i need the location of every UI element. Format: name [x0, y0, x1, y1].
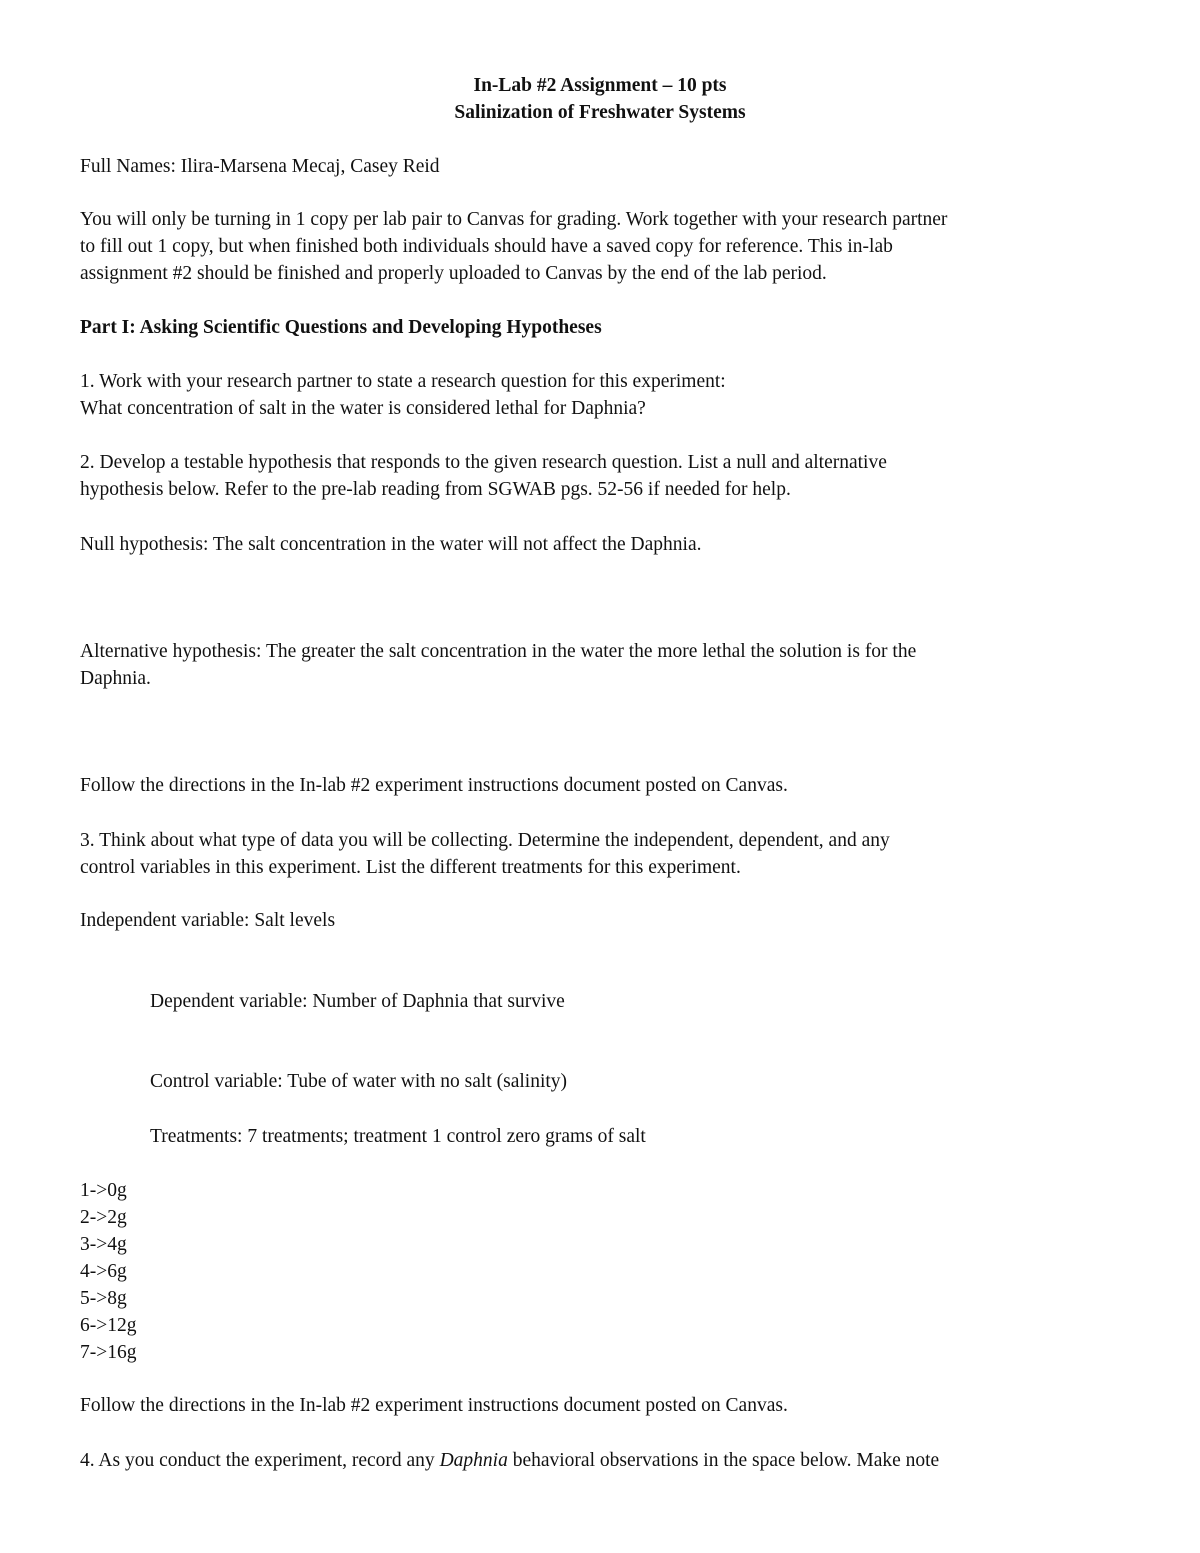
intro-line-2: to fill out 1 copy, but when finished both individuals should have a saved copy for reference. This in-lab: [80, 236, 893, 257]
treatment-item: 7->16g: [80, 1342, 137, 1363]
question-3-line-1: 3. Think about what type of data you will be collecting. Determine the independent, dependent, and any: [80, 830, 890, 851]
full-names: Full Names: Ilira-Marsena Mecaj, Casey Reid: [80, 156, 440, 177]
question-4-line-1: [80, 1447, 939, 1474]
treatment-item: 5->8g: [80, 1288, 127, 1309]
treatment-item: 6->12g: [80, 1315, 137, 1336]
follow-directions-1: Follow the directions in the In-lab #2 experiment instructions document posted on Canvas.: [80, 775, 788, 796]
treatments: Treatments: 7 treatments; treatment 1 control zero grams of salt: [150, 1126, 646, 1147]
question-2-line-1: 2. Develop a testable hypothesis that responds to the given research question. List a null and alternative: [80, 452, 887, 473]
dependent-variable: Dependent variable: Number of Daphnia that survive: [150, 991, 565, 1012]
part1-heading: Part I: Asking Scientific Questions and Developing Hypotheses: [80, 317, 602, 338]
question-2-line-2: hypothesis below. Refer to the pre-lab reading from SGWAB pgs. 52-56 if needed for help.: [80, 479, 791, 500]
document-title: In-Lab #2 Assignment – 10 pts: [473, 75, 727, 96]
question-1-answer: What concentration of salt in the water is considered lethal for Daphnia?: [80, 398, 646, 419]
treatment-item: 2->2g: [80, 1207, 127, 1228]
question-4-species-italic: Daphnia: [439, 1450, 508, 1471]
question-4-text-after: behavioral observations in the space below. Make note: [507, 1450, 940, 1471]
intro-line-3: assignment #2 should be finished and properly uploaded to Canvas by the end of the lab period.: [80, 263, 827, 284]
treatment-item: 1->0g: [80, 1180, 127, 1201]
intro-line-1: You will only be turning in 1 copy per lab pair to Canvas for grading. Work together with your research partner: [80, 209, 948, 230]
question-1-prompt: 1. Work with your research partner to state a research question for this experiment:: [80, 371, 726, 392]
document-page: [80, 0, 1120, 1553]
control-variable: Control variable: Tube of water with no salt (salinity): [150, 1071, 568, 1092]
alternative-hypothesis-line-1: Alternative hypothesis: The greater the salt concentration in the water the more lethal the solution is for the: [80, 641, 917, 662]
question-3-line-2: control variables in this experiment. List the different treatments for this experiment.: [80, 857, 741, 878]
treatment-item: 4->6g: [80, 1261, 127, 1282]
question-4-text-before: 4. As you conduct the experiment, record any: [80, 1450, 440, 1471]
null-hypothesis: Null hypothesis: The salt concentration in the water will not affect the Daphnia.: [80, 534, 702, 555]
document-subtitle: Salinization of Freshwater Systems: [454, 102, 746, 123]
follow-directions-2: Follow the directions in the In-lab #2 experiment instructions document posted on Canvas.: [80, 1395, 788, 1416]
treatment-item: 3->4g: [80, 1234, 127, 1255]
independent-variable: Independent variable: Salt levels: [80, 910, 336, 931]
alternative-hypothesis-line-2: Daphnia.: [80, 668, 151, 689]
